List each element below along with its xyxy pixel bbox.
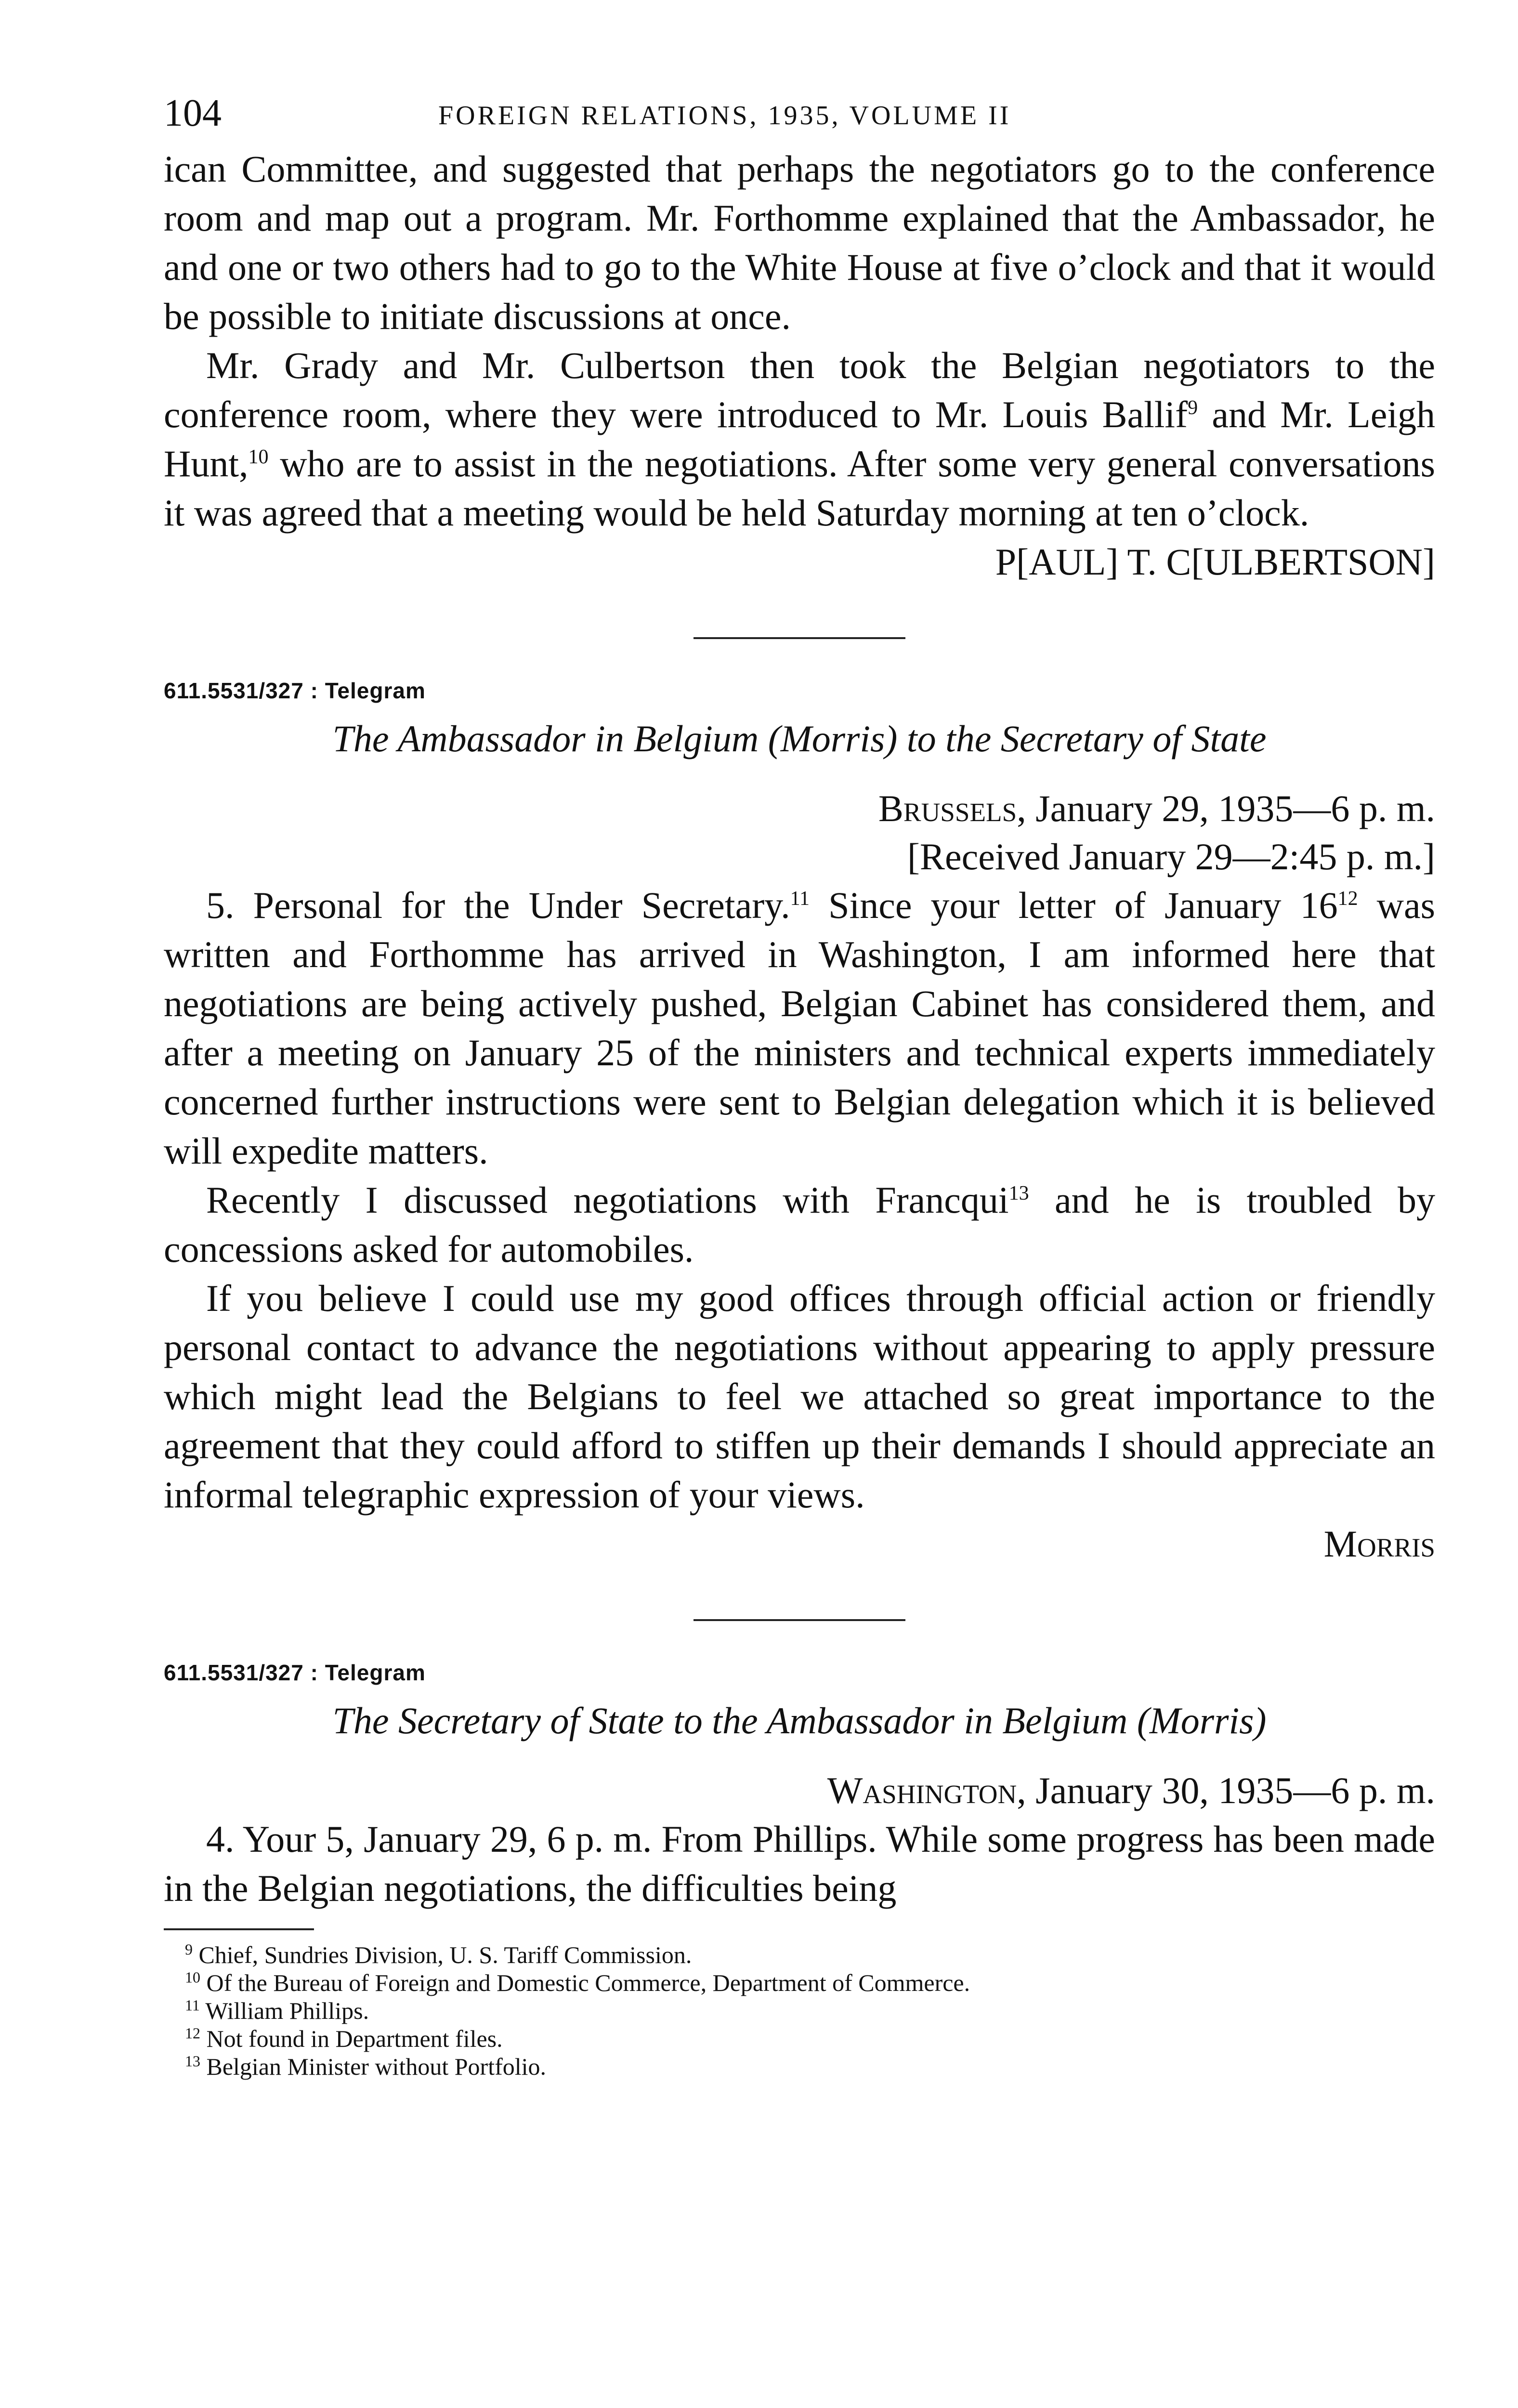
file-reference: 611.5531/327 : Telegram xyxy=(164,1660,426,1685)
footnote xyxy=(164,2053,1435,2081)
footnote-ref: 11 xyxy=(790,888,810,910)
dateline xyxy=(164,1767,1435,1815)
text-span: and Mr. Leigh Hunt, xyxy=(164,393,1435,484)
footnote-ref: 10 xyxy=(248,446,269,468)
text-span: who are to assist in the negotiations. After some very general conversations it was agreed that a meeting would be held Saturday morning at ten o’clock. xyxy=(164,443,1435,534)
footnote xyxy=(164,1941,1435,1969)
signature-culbertson: P[AUL] T. C[ULBERTSON] xyxy=(995,541,1435,583)
received-line: [Received January 29—2:45 p. m.] xyxy=(907,836,1435,877)
document-page xyxy=(164,92,1435,2081)
document-heading: The Secretary of State to the Ambassador in Belgium (Morris) xyxy=(332,1700,1267,1741)
text-span: Recently I discussed negotiations with Francqui xyxy=(206,1179,1009,1221)
running-title: FOREIGN RELATIONS, 1935, VOLUME II xyxy=(438,101,1011,131)
footnotes xyxy=(164,1928,1435,2081)
footnote-mark: 13 xyxy=(185,2052,200,2070)
text-span: Since your letter of January 16 xyxy=(810,884,1338,926)
footnote-text: Of the Bureau of Foreign and Domestic Commerce, Department of Commerce. xyxy=(206,1969,970,1996)
text-span: and he is troubled by concessions asked for automobiles. xyxy=(164,1179,1435,1270)
dateline xyxy=(164,785,1435,881)
section1-paragraph-1: ican Committee, and suggested that perhaps the negotiators go to the conference room and map out a program. Mr. Forthomme explained that the Ambassador, he and one or two others had to go to the White House at five o’clock and that it would be possible to initiate discussions at once. xyxy=(164,148,1435,337)
footnote-ref: 12 xyxy=(1337,888,1358,910)
telegram-paragraph-3: If you believe I could use my good offices through official action or friendly personal contact to advance the negotiations without appearing to apply pressure which might lead the Belgians to feel we attached so great importance to the agreement that they could afford to stiffen up their demands I should appreciate an informal telegraphic expression of your views. xyxy=(164,1277,1435,1516)
telegram-paragraph-1 xyxy=(164,881,1435,1176)
footnote-mark: 11 xyxy=(185,1996,200,2014)
section1-paragraph-2 xyxy=(164,341,1435,537)
section-divider xyxy=(694,637,905,639)
section-divider xyxy=(694,1619,905,1621)
footnote-mark: 10 xyxy=(185,1968,200,1986)
file-reference: 611.5531/327 : Telegram xyxy=(164,678,426,703)
dateline-place: Washington xyxy=(827,1769,1017,1811)
footnote-mark: 9 xyxy=(185,1940,193,1958)
telegram-paragraph-2 xyxy=(164,1176,1435,1274)
signature-morris: Morris xyxy=(1323,1523,1435,1565)
text-span: was written and Forthomme has arrived in Washington, I am informed here that negotiations are being actively pushed, Belgian Cabinet has considered them, and after a meeting on January 25 of the ministers and technical experts immediately concerned further instructions were sent to Belgian delegation which it is believed will expedite matters. xyxy=(164,884,1435,1172)
text-span: 5. Personal for the Under Secretary. xyxy=(206,884,790,926)
footnote-mark: 12 xyxy=(185,2024,200,2042)
text-span: Mr. Grady and Mr. Culbertson then took the Belgian negotiators to the conference room, where they were introduced to Mr. Louis Ballif xyxy=(164,344,1435,435)
footnote-rule xyxy=(164,1928,314,1930)
footnote xyxy=(164,2025,1435,2053)
footnote-text: Chief, Sundries Division, U. S. Tariff Commission. xyxy=(198,1941,692,1968)
telegram-paragraph-1: 4. Your 5, January 29, 6 p. m. From Phillips. While some progress has been made in the Belgian negotiations, the difficulties being xyxy=(164,1818,1435,1909)
dateline-date: , January 30, 1935—6 p. m. xyxy=(1017,1769,1435,1811)
footnote-text: Belgian Minister without Portfolio. xyxy=(206,2053,547,2080)
footnote-text: William Phillips. xyxy=(205,1997,369,2024)
footnote-text: Not found in Department files. xyxy=(206,2025,503,2052)
dateline-date: , January 29, 1935—6 p. m. xyxy=(1017,787,1435,829)
footnote-ref: 13 xyxy=(1008,1182,1029,1204)
page-number: 104 xyxy=(164,92,222,134)
document-heading: The Ambassador in Belgium (Morris) to the Secretary of State xyxy=(332,718,1267,759)
running-header xyxy=(164,92,1435,144)
dateline-place: Brussels xyxy=(878,787,1017,829)
footnote-ref: 9 xyxy=(1188,397,1198,419)
footnote xyxy=(164,1997,1435,2025)
footnote xyxy=(164,1969,1435,1997)
